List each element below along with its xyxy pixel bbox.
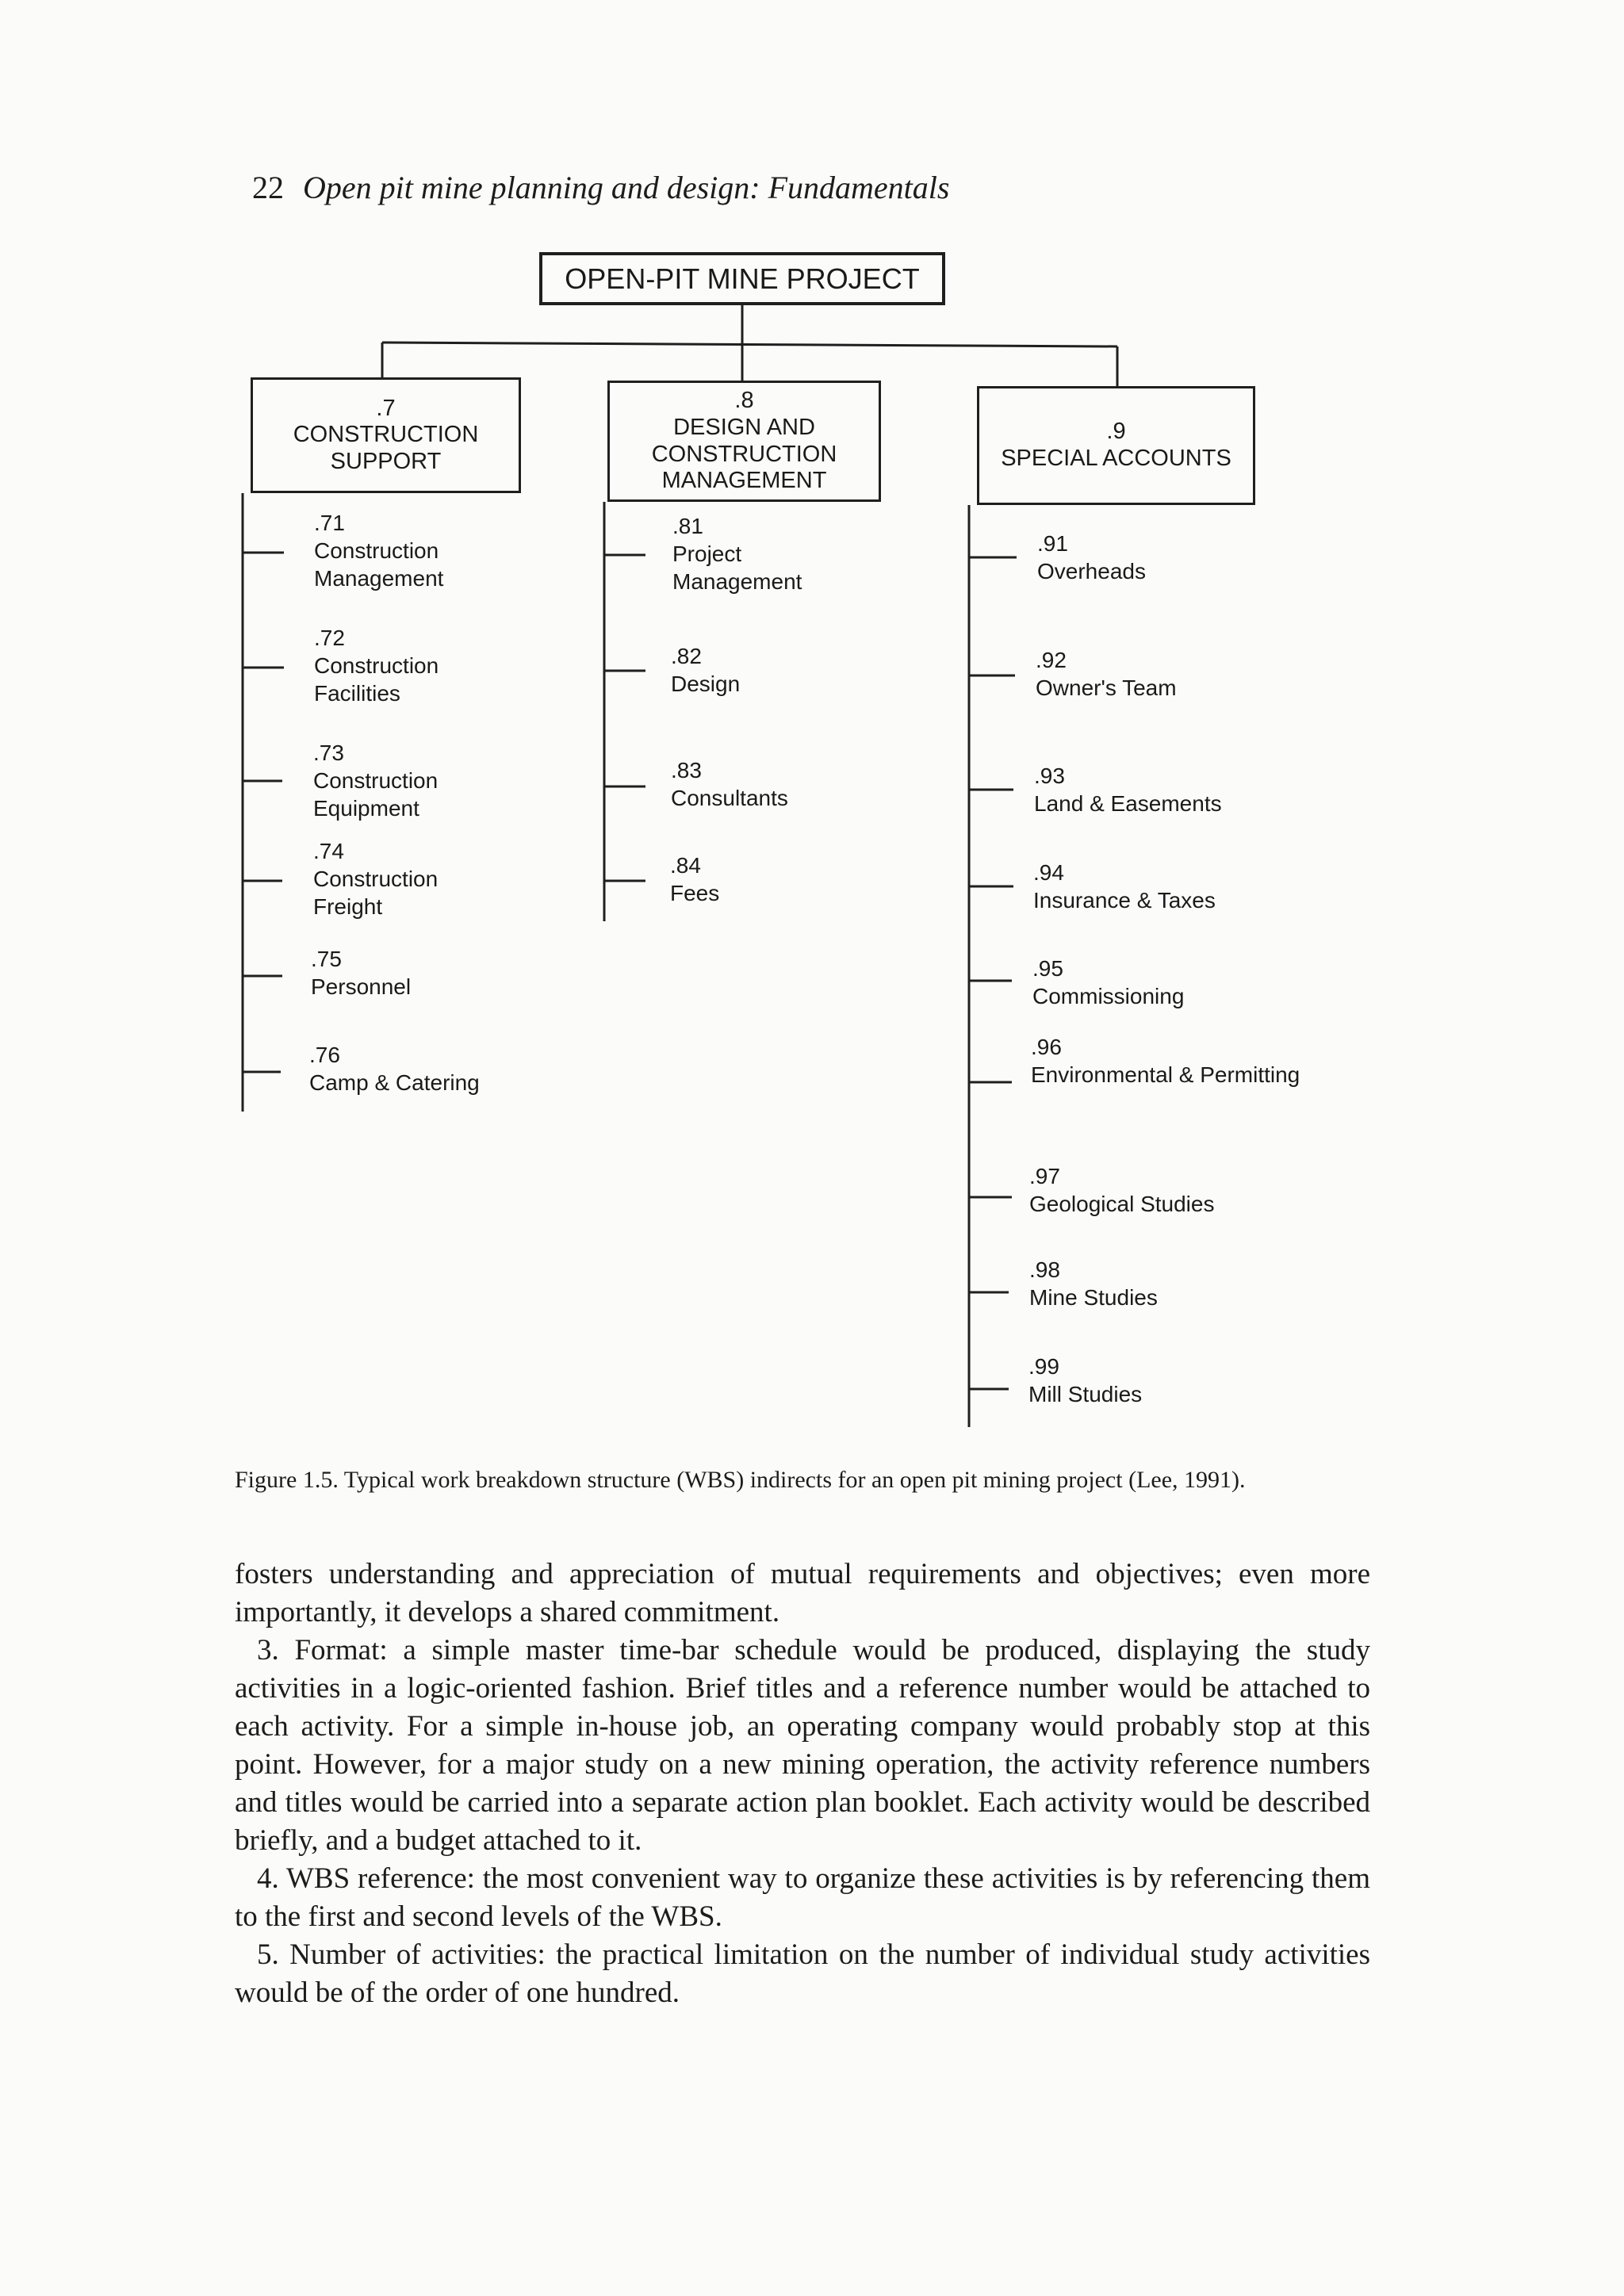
item-label: Camp & Catering [309, 1070, 480, 1095]
wbs-item-71 [314, 509, 443, 592]
book-title: Open pit mine planning and design: Fundamentals [303, 170, 950, 205]
paragraph: fosters understanding and appreciation of mutual requirements and objectives; even more importantly, it develops a shared commitment. [235, 1558, 1370, 1628]
item-label: Land & Easements [1034, 791, 1222, 816]
item-code: .73 [313, 740, 344, 765]
item-label: Management [672, 569, 802, 594]
wbs-item-81 [672, 512, 802, 595]
wbs-item-95 [1032, 955, 1184, 1010]
item-code: .93 [1034, 763, 1065, 788]
item-code: .96 [1031, 1035, 1062, 1059]
item-code: .97 [1029, 1164, 1060, 1188]
item-code: .75 [311, 947, 342, 971]
wbs-item-75 [311, 945, 411, 1001]
wbs-item-74 [313, 837, 438, 920]
wbs-item-94 [1033, 859, 1216, 914]
item-code: .98 [1029, 1257, 1060, 1282]
group-title-line: CONSTRUCTION [651, 441, 837, 467]
item-label: Project [672, 541, 742, 566]
wbs-item-96 [1031, 1033, 1300, 1089]
item-label: Fees [670, 881, 720, 905]
item-label: Construction [314, 538, 439, 563]
wbs-item-76 [309, 1041, 480, 1096]
item-code: .99 [1028, 1354, 1059, 1379]
item-code: .95 [1032, 956, 1063, 981]
item-label: Personnel [311, 974, 412, 999]
wbs-item-73 [313, 739, 438, 822]
item-code: .94 [1033, 860, 1064, 885]
item-code: .84 [670, 853, 701, 878]
item-label: Mine Studies [1029, 1285, 1158, 1310]
wbs-item-83 [671, 756, 788, 812]
paragraph: 4. WBS reference: the most convenient way to organize these activities is by referencing them to the first and second levels of the WBS. [235, 1862, 1370, 1933]
group-title-line: MANAGEMENT [661, 468, 827, 494]
item-code: .72 [314, 626, 345, 650]
item-label: Commissioning [1032, 984, 1185, 1008]
item-code: .82 [671, 644, 702, 668]
wbs-item-91 [1037, 530, 1146, 585]
group-node-special-accounts [977, 386, 1255, 505]
level1-bar [382, 342, 1117, 346]
item-code: .76 [309, 1043, 340, 1067]
wbs-item-82 [671, 642, 740, 698]
item-label: Geological Studies [1029, 1192, 1215, 1216]
item-label: Equipment [313, 796, 419, 821]
group-code: .7 [376, 395, 396, 421]
item-code: .74 [313, 839, 344, 863]
group-title-line: CONSTRUCTION [293, 422, 479, 448]
root-title: OPEN-PIT MINE PROJECT [565, 262, 920, 295]
paragraph: 5. Number of activities: the practical limitation on the number of individual study activities would be of the order of one hundred. [235, 1938, 1370, 2009]
item-label: Management [314, 566, 444, 591]
item-code: .81 [672, 514, 703, 538]
group-title-line: DESIGN AND [673, 414, 815, 440]
item-code: .92 [1036, 648, 1067, 672]
group-node-construction-support [251, 377, 521, 493]
item-label: Overheads [1037, 559, 1146, 584]
item-label: Design [671, 672, 741, 696]
item-label: Freight [313, 894, 383, 919]
group-title-line: SUPPORT [330, 448, 442, 474]
item-label: Mill Studies [1028, 1382, 1143, 1406]
group-title-line: SPECIAL ACCOUNTS [1001, 446, 1231, 471]
wbs-item-92 [1036, 646, 1177, 702]
item-label: Construction [313, 768, 439, 793]
item-label: Facilities [314, 681, 400, 706]
group-code: .8 [734, 388, 754, 414]
wbs-item-98 [1029, 1256, 1158, 1311]
group-node-design-construction-management [607, 381, 881, 502]
figure-caption: Figure 1.5. Typical work breakdown structure (WBS) indirects for an open pit mining project (Lee, 1991). [235, 1467, 1246, 1493]
paragraph: 3. Format: a simple master time-bar schedule would be produced, displaying the study activities in a logic-oriented fashion. Brief titles and a reference number would be attached to each activity. For a simple in-house job, an operating company would probably stop at this point. However, for a major study on a new mining operation, the activity reference numbers and titles would be carried into a separate action plan booklet. Each activity would be described briefly, and a budget attached to it. [235, 1634, 1370, 1857]
page-number: 22 [252, 170, 284, 205]
item-label: Construction [313, 867, 439, 891]
wbs-item-99 [1028, 1353, 1142, 1408]
group-code: .9 [1106, 419, 1126, 445]
item-code: .83 [671, 758, 702, 783]
body-text [235, 1556, 1370, 2012]
item-label: Environmental & Permitting [1031, 1062, 1300, 1087]
wbs-item-93 [1034, 762, 1222, 817]
wbs-item-97 [1029, 1162, 1214, 1218]
item-label: Insurance & Taxes [1033, 888, 1216, 913]
item-label: Owner's Team [1036, 675, 1177, 700]
item-code: .91 [1037, 531, 1068, 556]
wbs-item-72 [314, 624, 439, 707]
wbs-item-84 [670, 851, 719, 907]
item-label: Consultants [671, 786, 788, 810]
root-node [539, 252, 945, 305]
item-code: .71 [314, 511, 345, 535]
item-label: Construction [314, 653, 439, 678]
